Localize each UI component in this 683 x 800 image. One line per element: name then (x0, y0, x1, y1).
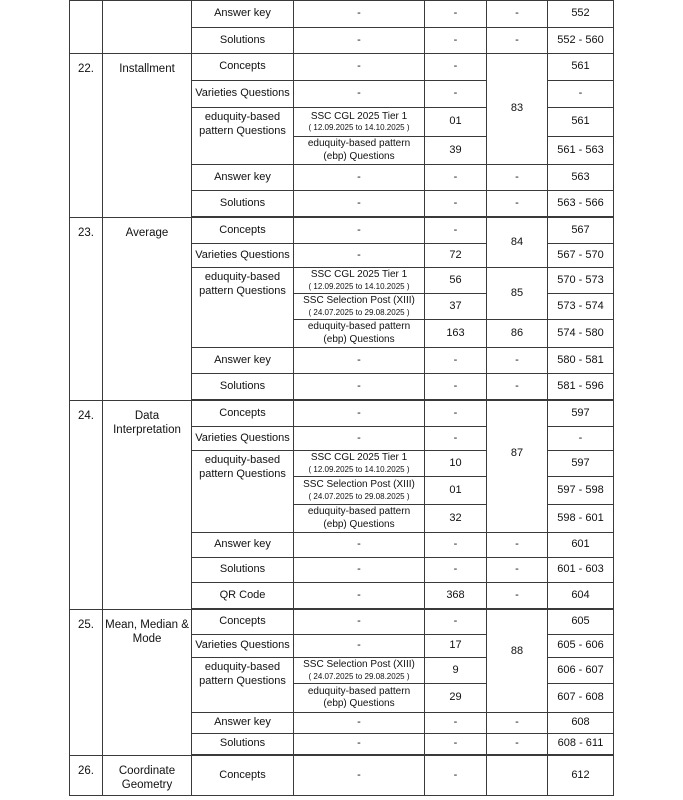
exam-cell: SSC Selection Post (XIII) ( 24.07.2025 to 29.08.2025 ) (294, 294, 425, 320)
question-level: - (487, 28, 548, 54)
exam-cell: - (294, 218, 425, 244)
question-count: 17 (425, 635, 487, 658)
question-level: - (487, 374, 548, 400)
question-level: - (487, 1, 548, 28)
page-number: 605 (548, 610, 614, 635)
question-count: 37 (425, 294, 487, 320)
section-label: Concepts (192, 218, 294, 244)
question-count: - (425, 401, 487, 427)
page-number: 601 (548, 533, 614, 558)
question-level: - (487, 191, 548, 217)
exam-cell: - (294, 165, 425, 191)
exam-cell: - (294, 610, 425, 635)
page-number: 580 - 581 (548, 348, 614, 374)
page-number: 597 - 598 (548, 477, 614, 505)
question-level: 84 (487, 218, 548, 268)
question-count: 368 (425, 583, 487, 609)
exam-cell: - (294, 427, 425, 451)
question-level: 86 (487, 320, 548, 348)
section-label: eduquity-based pattern Questions (192, 658, 294, 713)
exam-cell: SSC CGL 2025 Tier 1 ( 12.09.2025 to 14.10.2025 ) (294, 268, 425, 294)
exam-cell: - (294, 81, 425, 108)
question-level: 87 (487, 401, 548, 533)
section-label: Solutions (192, 191, 294, 217)
chapter-number: 26. (70, 756, 103, 796)
question-count: 72 (425, 244, 487, 268)
section-label: Varieties Questions (192, 81, 294, 108)
table-row (70, 401, 614, 427)
exam-cell: - (294, 583, 425, 609)
question-count: - (425, 81, 487, 108)
question-count: 39 (425, 137, 487, 165)
question-count: - (425, 218, 487, 244)
section-label: Varieties Questions (192, 427, 294, 451)
exam-cell: - (294, 756, 425, 796)
table-row (70, 1, 614, 28)
exam-cell: eduquity-based pattern (ebp) Questions (294, 505, 425, 533)
exam-cell: - (294, 28, 425, 54)
exam-cell: SSC Selection Post (XIII) ( 24.07.2025 to 29.08.2025 ) (294, 658, 425, 684)
page-number: 601 - 603 (548, 558, 614, 583)
exam-cell: eduquity-based pattern (ebp) Questions (294, 137, 425, 165)
page-number: 607 - 608 (548, 684, 614, 713)
question-level: - (487, 558, 548, 583)
question-count: - (425, 28, 487, 54)
chapter-title: Mean, Median & Mode (103, 610, 192, 756)
section-label: Concepts (192, 401, 294, 427)
section-label: Solutions (192, 374, 294, 400)
section-label: Solutions (192, 28, 294, 54)
page-number: 573 - 574 (548, 294, 614, 320)
page-number: 597 (548, 401, 614, 427)
chapter-number: 24. (70, 401, 103, 610)
question-level (487, 756, 548, 796)
question-count: 56 (425, 268, 487, 294)
page-number: 604 (548, 583, 614, 609)
exam-cell: eduquity-based pattern (ebp) Questions (294, 320, 425, 348)
section-label: Solutions (192, 734, 294, 755)
question-count: - (425, 734, 487, 755)
exam-cell: - (294, 54, 425, 81)
exam-cell: - (294, 558, 425, 583)
question-count: 163 (425, 320, 487, 348)
page-number: 561 - 563 (548, 137, 614, 165)
section-label: Concepts (192, 54, 294, 81)
question-count: - (425, 558, 487, 583)
question-count: - (425, 533, 487, 558)
exam-cell: - (294, 713, 425, 734)
section-label: Concepts (192, 756, 294, 796)
question-level: - (487, 734, 548, 755)
table-row (70, 756, 614, 796)
exam-cell: - (294, 191, 425, 217)
page-number: 597 (548, 451, 614, 477)
section-label: eduquity-based pattern Questions (192, 451, 294, 533)
section-label: Answer key (192, 348, 294, 374)
table-row (70, 610, 614, 635)
section-label: Varieties Questions (192, 635, 294, 658)
question-level: - (487, 348, 548, 374)
page-number: 598 - 601 (548, 505, 614, 533)
question-count: - (425, 348, 487, 374)
question-level: 85 (487, 268, 548, 320)
page-number: 570 - 573 (548, 268, 614, 294)
exam-cell: SSC Selection Post (XIII) ( 24.07.2025 to 29.08.2025 ) (294, 477, 425, 505)
page-number: 563 (548, 165, 614, 191)
page-number: 552 - 560 (548, 28, 614, 54)
section-label: Answer key (192, 713, 294, 734)
question-count: 9 (425, 658, 487, 684)
question-level: - (487, 583, 548, 609)
chapter-title: Average (103, 218, 192, 401)
table-row (70, 54, 614, 81)
page-number: 608 (548, 713, 614, 734)
question-level: - (487, 713, 548, 734)
question-count: - (425, 1, 487, 28)
chapter-title: Coordinate Geometry (103, 756, 192, 796)
page-number: 561 (548, 54, 614, 81)
sr-cell (70, 1, 103, 54)
page-number: - (548, 427, 614, 451)
chapter-number: 23. (70, 218, 103, 401)
section-label: Varieties Questions (192, 244, 294, 268)
question-count: 32 (425, 505, 487, 533)
section-label: Answer key (192, 1, 294, 28)
question-count: - (425, 165, 487, 191)
question-count: - (425, 374, 487, 400)
section-label: Answer key (192, 533, 294, 558)
chapter-title: Installment (103, 54, 192, 218)
page-number: - (548, 81, 614, 108)
exam-cell: - (294, 374, 425, 400)
question-count: 01 (425, 477, 487, 505)
section-label: Answer key (192, 165, 294, 191)
exam-cell: eduquity-based pattern (ebp) Questions (294, 684, 425, 713)
chapter-title: Data Interpretation (103, 401, 192, 610)
page-number: 605 - 606 (548, 635, 614, 658)
page-number: 608 - 611 (548, 734, 614, 755)
chapter-number: 22. (70, 54, 103, 218)
exam-cell: - (294, 533, 425, 558)
question-count: - (425, 54, 487, 81)
exam-cell: - (294, 1, 425, 28)
page-number: 581 - 596 (548, 374, 614, 400)
topic-cell (103, 1, 192, 54)
question-count: - (425, 713, 487, 734)
question-count: - (425, 610, 487, 635)
question-count: 29 (425, 684, 487, 713)
question-count: - (425, 191, 487, 217)
exam-cell: - (294, 734, 425, 755)
page-number: 567 - 570 (548, 244, 614, 268)
section-label: QR Code (192, 583, 294, 609)
chapter-number: 25. (70, 610, 103, 756)
exam-cell: - (294, 244, 425, 268)
section-label: Solutions (192, 558, 294, 583)
page-number: 561 (548, 108, 614, 137)
section-label: Concepts (192, 610, 294, 635)
exam-cell: SSC CGL 2025 Tier 1 ( 12.09.2025 to 14.10.2025 ) (294, 451, 425, 477)
question-count: 01 (425, 108, 487, 137)
page-number: 574 - 580 (548, 320, 614, 348)
question-count: - (425, 427, 487, 451)
section-label: eduquity-based pattern Questions (192, 108, 294, 165)
chapter-index-table (69, 0, 614, 796)
exam-cell: - (294, 348, 425, 374)
question-level: 88 (487, 610, 548, 713)
page-number: 567 (548, 218, 614, 244)
table-row (70, 218, 614, 244)
exam-cell: - (294, 401, 425, 427)
page-number: 606 - 607 (548, 658, 614, 684)
question-count: - (425, 756, 487, 796)
question-level: - (487, 533, 548, 558)
question-count: 10 (425, 451, 487, 477)
page-number: 563 - 566 (548, 191, 614, 217)
question-level: - (487, 165, 548, 191)
question-level: 83 (487, 54, 548, 165)
exam-cell: - (294, 635, 425, 658)
exam-cell: SSC CGL 2025 Tier 1 ( 12.09.2025 to 14.10.2025 ) (294, 108, 425, 137)
page-number: 552 (548, 1, 614, 28)
section-label: eduquity-based pattern Questions (192, 268, 294, 348)
page-number: 612 (548, 756, 614, 796)
